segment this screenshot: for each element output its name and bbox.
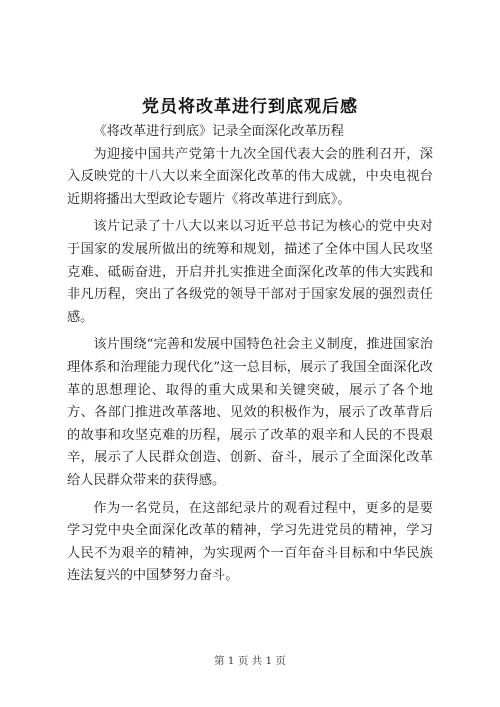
paragraph: 作为一名党员，在这部纪录片的观看过程中，更多的是要学习党中央全面深化改革的精神，学习先进党员的精神，学习人民不为艰辛的精神，为实现两个一百年奋斗目标和中华民族连法复兴的中国梦努力奋斗。 [67, 500, 433, 584]
document-body [67, 121, 433, 588]
document-title: 党员将改革进行到底观后感 [142, 97, 358, 117]
paragraph: 为迎接中国共产党第十九次全国代表大会的胜利召开，深入反映党的十八大以来全面深化改革的伟大成就，中央电视台近期将播出大型政论专题片《将改革进行到底》。 [67, 146, 433, 207]
document-subtitle: 《将改革进行到底》记录全面深化改革历程 [93, 124, 344, 139]
page-number-footer: 第 1 页 共 1 页 [213, 655, 287, 667]
paragraph: 该片记录了十八大以来以习近平总书记为核心的党中央对于国家的发展所做出的统筹和规划，描述了全体中国人民攻坚克难、砥砺奋进，开启并扎实推进全面深化改革的伟大实践和非凡历程，突出了各级党的领导干部对于国家发展的强烈责任感。 [67, 219, 433, 325]
paragraph: 该片围绕“完善和发展中国特色社会主义制度，推进国家治理体系和治理能力现代化”这一总目标，展示了我国全面深化改革的思想理论、取得的重大成果和关键突破，展示了各个地方、各部门推进改革落地、见效的积极作为，展示了改革背后的故事和攻坚克难的历程，展示了改革的艰辛和人民的不畏艰辛，展示了人民群众创造、创新、奋斗，展示了全面深化改革给人民群众带来的获得感。 [67, 337, 433, 488]
